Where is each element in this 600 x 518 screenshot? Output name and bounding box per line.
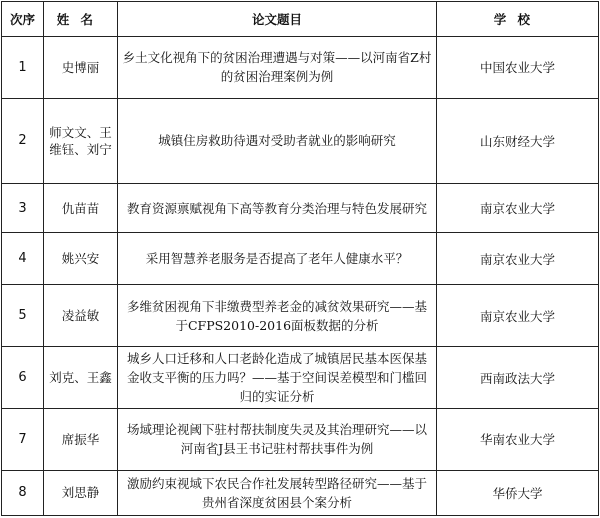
awards-table: [1, 1, 599, 516]
author-name: 仇苗苗: [44, 183, 118, 232]
header-name: 姓名: [44, 2, 118, 37]
row-number: 4: [2, 233, 44, 284]
author-name: 刘克、王鑫: [44, 347, 118, 409]
table-header: [2, 2, 599, 37]
table-row: [2, 347, 599, 409]
table-row: [2, 183, 599, 232]
header-no: 次序: [2, 2, 44, 37]
paper-title: 激励约束视域下农民合作社发展转型路径研究——基于贵州省深度贫困县个案分析: [118, 470, 437, 515]
school-name: 南京农业大学: [437, 183, 599, 232]
school-name: 西南政法大学: [437, 347, 599, 409]
school-name: 华南农业大学: [437, 409, 599, 471]
table-row: [2, 233, 599, 284]
school-name: 南京农业大学: [437, 233, 599, 284]
table-row: [2, 98, 599, 183]
author-name: 师文文、王维钰、刘宁: [44, 98, 118, 183]
paper-title: 教育资源禀赋视角下高等教育分类治理与特色发展研究: [118, 183, 437, 232]
school-name: 南京农业大学: [437, 284, 599, 347]
table-row: [2, 409, 599, 471]
row-number: 8: [2, 470, 44, 515]
school-name: 中国农业大学: [437, 37, 599, 99]
header-school: 学校: [437, 2, 599, 37]
paper-title: 乡土文化视角下的贫困治理遭遇与对策——以河南省Z村的贫困治理案例为例: [118, 37, 437, 99]
school-name: 华侨大学: [437, 470, 599, 515]
paper-title: 城乡人口迁移和人口老龄化造成了城镇居民基本医保基金收支平衡的压力吗？——基于空间误差模型和门槛回归的实证分析: [118, 347, 437, 409]
table-row: [2, 470, 599, 515]
author-name: 史博丽: [44, 37, 118, 99]
paper-title: 采用智慧养老服务是否提高了老年人健康水平？: [118, 233, 437, 284]
paper-title: 多维贫困视角下非缴费型养老金的减贫效果研究——基于CFPS2010-2016面板数据的分析: [118, 284, 437, 347]
table-row: [2, 284, 599, 347]
author-name: 刘思静: [44, 470, 118, 515]
row-number: 2: [2, 98, 44, 183]
row-number: 6: [2, 347, 44, 409]
row-number: 1: [2, 37, 44, 99]
paper-title: 城镇住房救助待遇对受助者就业的影响研究: [118, 98, 437, 183]
row-number: 7: [2, 409, 44, 471]
author-name: 姚兴安: [44, 233, 118, 284]
author-name: 凌益敏: [44, 284, 118, 347]
school-name: 山东财经大学: [437, 98, 599, 183]
row-number: 3: [2, 183, 44, 232]
author-name: 席振华: [44, 409, 118, 471]
paper-title: 场域理论视阈下驻村帮扶制度失灵及其治理研究——以河南省J县王书记驻村帮扶事件为例: [118, 409, 437, 471]
header-row: [2, 2, 599, 37]
header-title: 论文题目: [118, 2, 437, 37]
table-row: [2, 37, 599, 99]
row-number: 5: [2, 284, 44, 347]
table-body: [2, 37, 599, 516]
